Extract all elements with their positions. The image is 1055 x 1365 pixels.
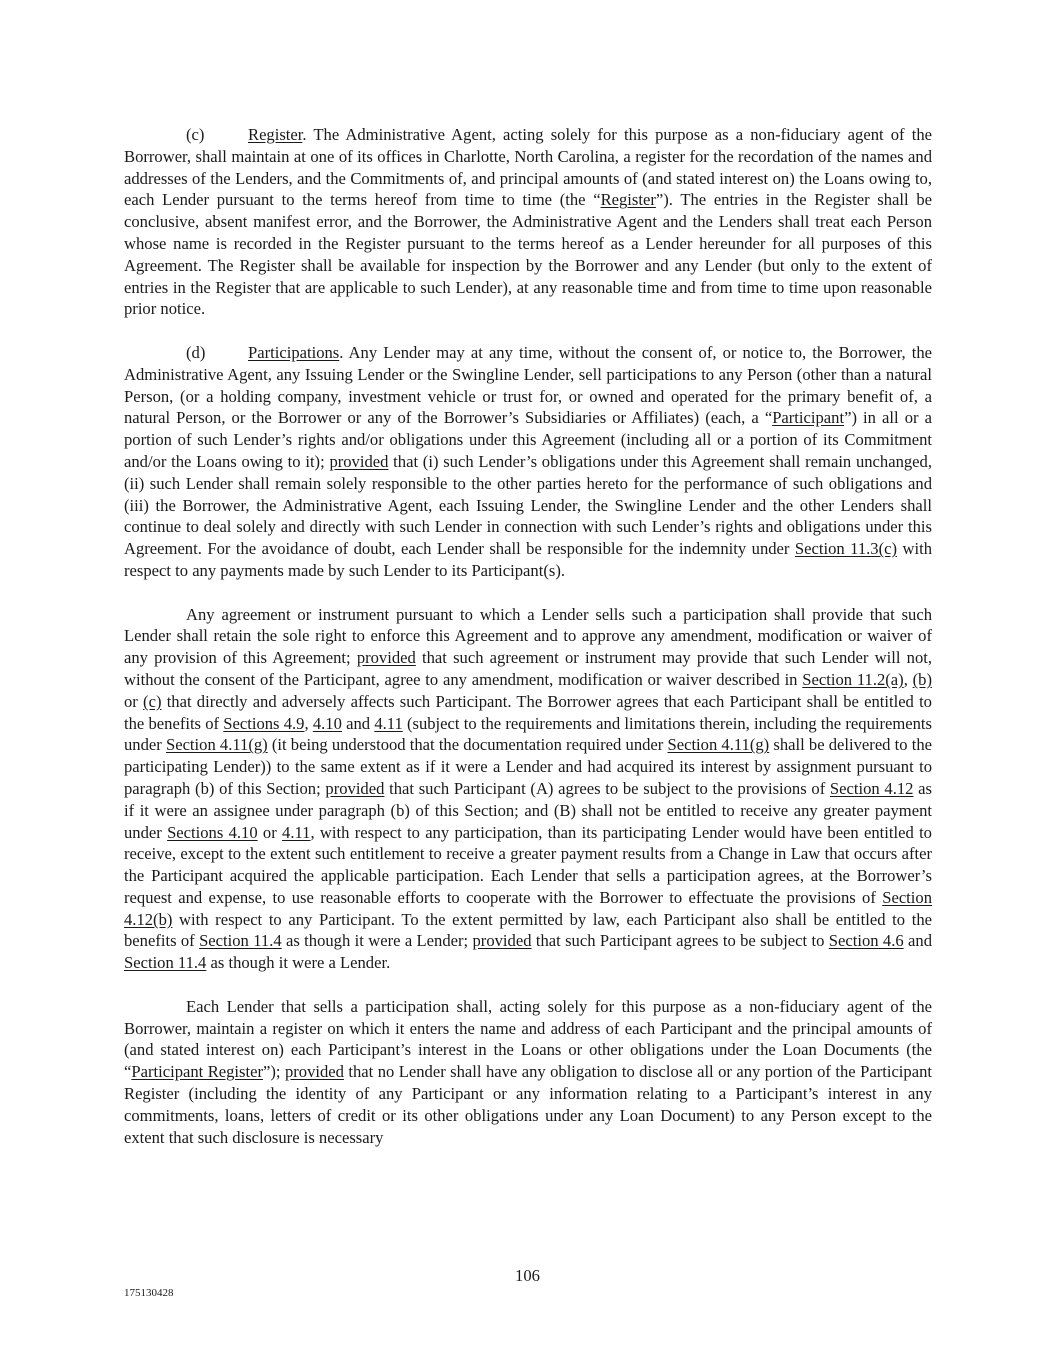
paragraph-participant-register [124, 996, 932, 1149]
section-ref: Section 4.11(g) [165, 735, 268, 755]
text: and [903, 931, 932, 951]
section-ref: Section 11.2(a) [802, 669, 904, 689]
text: , [903, 669, 913, 689]
heading-register: Register [248, 125, 303, 144]
text: that such agreement or instrument may provide that such Lender will not, without the consent of the Participant, agree to any amendment, modification or waiver described in [124, 648, 932, 689]
section-ref: 4.10 [312, 713, 342, 733]
text: (it being understood that the documentation required under [267, 735, 668, 755]
section-ref: Sections 4.10 [167, 822, 258, 842]
text: that such Participant (A) agrees to be subject to the provisions of [384, 778, 830, 798]
defined-term-register: Register [600, 190, 656, 210]
text: as though it were a Lender; [281, 931, 473, 951]
text: as if it were an assignee under paragraph (b) of this Section; and (B) shall not be entitled to receive any greater payment under [124, 778, 932, 842]
text: Any agreement or instrument pursuant to which a Lender sells such a participation shall provide that such Lender shall retain the sole right to enforce this Agreement and to approve any amendment, modification or waiver of any provision of this Agreement; [124, 604, 932, 668]
text: . The Administrative Agent, acting solely for this purpose as a non-fiduciary agent of the Borrower, shall maintain at one of its offices in Charlotte, North Carolina, a register for the recordation of the names and addresses of the Lenders, and the Commitments of, and principal amounts of (and stated interest on) the Loans owing to, each Lender pursuant to the terms hereof from time to time (the “ [124, 125, 932, 210]
section-ref: Section 4.12 [829, 778, 914, 798]
text: that no Lender shall have any obligation to disclose all or any portion of the Participant Register (including the identity of any Participant or any information relating to a Participant’s interest in any commitments, loans, letters of credit or its other obligations under any Loan Document) to any Person except to the extent that such disclosure is necessary [124, 1062, 932, 1147]
provided-term: provided [325, 778, 385, 798]
paragraph-d-participations [124, 342, 932, 582]
defined-term-participant: Participant [772, 408, 845, 428]
provided-term: provided [356, 648, 416, 668]
section-ref: (c) [143, 691, 162, 711]
text: ”) in all or a portion of such Lender’s rights and/or obligations under this Agreement (including all or a portion of its Commitment and/or the Loans owing to it); [124, 408, 932, 471]
document-id: 175130428 [124, 1287, 174, 1299]
text: ”). The entries in the Register shall be conclusive, absent manifest error, and the Borrower, the Administrative Agent and the Lenders shall treat each Person whose name is recorded in the Register pursuant to the terms hereof as a Lender hereunder for all purposes of this Agreement. The Register shall be available for inspection by the Borrower and any Lender (but only to the extent of entries in the Register that are applicable to such Lender), at any reasonable time and from time to time upon reasonable prior notice. [124, 190, 932, 319]
text: that directly and adversely affects such Participant. The Borrower agrees that each Participant shall be entitled to the benefits of [124, 691, 932, 733]
section-ref: Section 4.12(b) [124, 887, 932, 929]
section-ref: Sections 4.9 [223, 713, 305, 733]
section-ref: 4.11 [374, 713, 403, 733]
text: , [304, 713, 313, 733]
provided-term: provided [284, 1062, 344, 1082]
text: that (i) such Lender’s obligations under this Agreement shall remain unchanged, (ii) such Lender shall remain solely responsible to the other parties hereto for the performance of such obligations and (iii) the Borrower, the Administrative Agent, each Issuing Lender, the Swingline Lender and the other Lenders shall continue to deal solely and directly with such Lender in connection with such Lender’s rights and obligations under this Agreement. For the avoidance of doubt, each Lender shall be responsible for the indemnity under [124, 451, 932, 559]
enum-label: (d) [186, 342, 206, 362]
text: shall be delivered to the participating Lender)) to the same extent as if it were a Lender and had acquired its interest by assignment pursuant to paragraph (b) of this Section; [124, 735, 933, 798]
text: (subject to the requirements and limitations therein, including the requirements under [124, 713, 933, 755]
document-body [124, 124, 932, 1148]
text: as though it were a Lender. [206, 953, 391, 973]
enum-label: (c) [186, 125, 205, 144]
text: and [341, 713, 375, 733]
section-ref: Section 11.4 [199, 931, 282, 951]
text: ”); [263, 1062, 285, 1082]
text: or [124, 691, 144, 711]
section-ref: Section 4.6 [828, 931, 904, 951]
paragraph-participation-agreement [124, 604, 932, 975]
defined-term-participant-register: Participant Register [131, 1062, 263, 1082]
text: that such Participant agrees to be subject to [531, 931, 829, 951]
section-ref: Section 4.11(g) [667, 735, 770, 755]
page-number: 106 [515, 1266, 540, 1285]
text: , with respect to any participation, than its participating Lender would have been entitled to receive, except to the extent such entitlement to receive a greater payment results from a Change in Law that occurs after the Participant acquired the applicable participation. Each Lender that sells a participation agrees, at the Borrower’s request and expense, to use reasonable efforts to cooperate with the Borrower to effectuate the provisions of [124, 822, 932, 907]
paragraph-c-register [124, 124, 932, 320]
text: with respect to any Participant. To the extent permitted by law, each Participant also shall be entitled to the benefits of [124, 909, 932, 951]
section-ref: 4.11 [282, 822, 311, 842]
text: or [257, 822, 283, 842]
section-ref: Section 11.4 [124, 953, 207, 973]
text: Each Lender that sells a participation shall, acting solely for this purpose as a non-fiduciary agent of the Borrower, maintain a register on which it enters the name and address of each Participant and the principal amounts of (and stated interest on) each Participant’s interest in the Loans or other obligations under the Loan Documents (the “ [124, 996, 932, 1082]
text: . Any Lender may at any time, without the consent of, or notice to, the Borrower, the Administrative Agent, any Issuing Lender or the Swingline Lender, sell participations to any Person (other than a natural Person, (or a holding company, investment vehicle or trust for, or owned and operated for the primary benefit of, a natural Person, or the Borrower or any of the Borrower’s Subsidiaries or Affiliates) (each, a “ [124, 342, 932, 428]
text: with respect to any payments made by such Lender to its Participant(s). [124, 539, 932, 580]
section-ref: (b) [912, 669, 932, 689]
provided-term: provided [329, 451, 389, 471]
provided-term: provided [472, 931, 532, 951]
heading-participations: Participations [248, 342, 340, 362]
section-ref: Section 11.3(c) [794, 539, 898, 559]
